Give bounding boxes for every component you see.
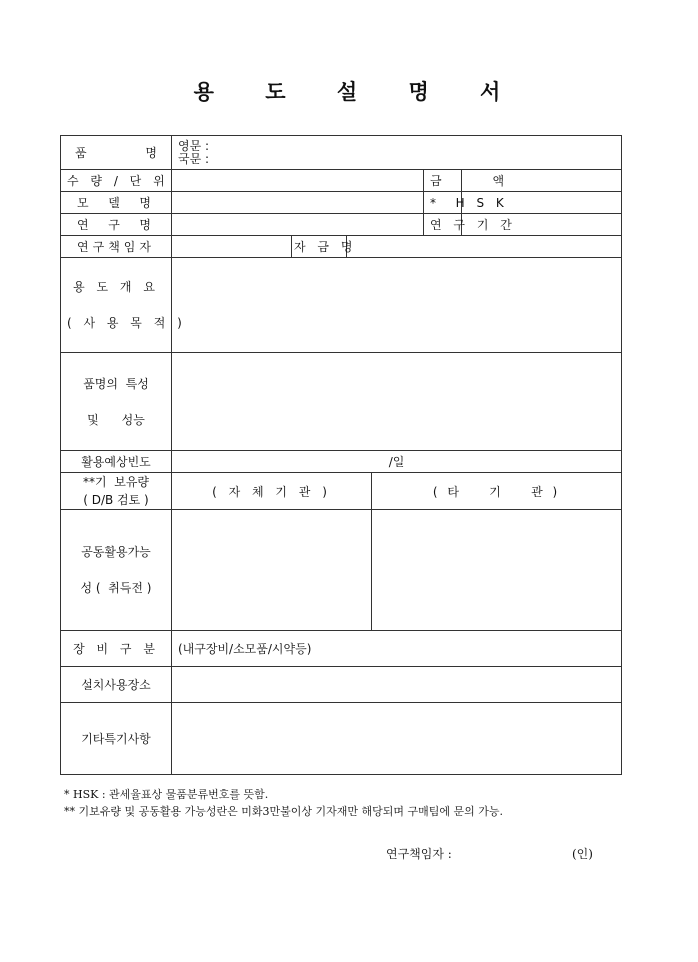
item-name-label: 품 명 <box>61 136 172 170</box>
holdings-label: **기 보유량 ( D/B 검토 ) <box>61 473 172 510</box>
signature-seal[interactable]: (인) <box>572 847 593 861</box>
equip-class-label: 장 비 구 분 <box>61 631 172 667</box>
research-name-label: 연 구 명 <box>61 214 172 236</box>
fund-label: 자 금 명 <box>292 236 347 258</box>
row-install-location <box>61 667 622 703</box>
document-title: 용 도 설 명 서 <box>193 79 523 104</box>
qty-unit-label: 수 량 / 단 위 <box>61 170 172 192</box>
row-frequency <box>61 451 622 473</box>
row-purpose <box>61 258 622 353</box>
fund-field[interactable] <box>347 236 622 258</box>
footnote-hsk: * HSK : 관세율표상 물품분류번호를 뜻함. <box>64 788 269 801</box>
item-name-kr: 국문 : <box>178 151 210 166</box>
footnotes <box>64 786 503 820</box>
row-remarks <box>61 703 622 775</box>
amount-label: 금 액 <box>424 170 462 192</box>
model-label: 모 델 명 <box>61 192 172 214</box>
pi-field[interactable] <box>172 236 292 258</box>
purpose-label: 용 도 개 요 ( 사 용 목 적 ) <box>61 258 172 353</box>
remarks-field[interactable] <box>172 703 622 775</box>
item-name-field[interactable] <box>172 136 622 170</box>
features-field[interactable] <box>172 353 622 451</box>
shared-use-label: 공동활용가능 성 ( 취득전 ) <box>61 510 172 631</box>
row-item-name <box>61 136 622 170</box>
row-equipment-class <box>61 631 622 667</box>
row-holdings <box>61 473 622 510</box>
pi-label: 연구책임자 <box>61 236 172 258</box>
row-quantity <box>61 170 622 192</box>
row-research <box>61 214 622 236</box>
purpose-field[interactable] <box>172 258 622 353</box>
other-org-field[interactable] <box>372 510 622 631</box>
own-org-header: ( 자 체 기 관 ) <box>172 473 372 510</box>
row-features <box>61 353 622 451</box>
row-pi <box>61 236 622 258</box>
signature-label: 연구책임자 : <box>386 847 452 861</box>
footnote-holdings: ** 기보유량 및 공동활용 가능성란은 미화3만불이상 기자재만 해당되며 구매팀에 문의 가능. <box>64 805 503 818</box>
equip-class-field[interactable]: (내구장비/소모품/시약등) <box>172 631 622 667</box>
install-field[interactable] <box>172 667 622 703</box>
research-name-field[interactable] <box>172 214 424 236</box>
other-org-header: ( 타 기 관 ) <box>372 473 622 510</box>
usage-description-form <box>60 135 622 775</box>
remarks-label: 기타특기사항 <box>61 703 172 775</box>
model-field[interactable] <box>172 192 424 214</box>
qty-unit-field[interactable] <box>172 170 424 192</box>
item-name-en: 영문 : <box>178 138 210 153</box>
features-label: 품명의 특성 및 성능 <box>61 353 172 451</box>
hsk-label: * H S K <box>424 192 462 214</box>
frequency-field[interactable]: /일 <box>172 451 622 473</box>
research-period-label: 연 구 기 간 <box>424 214 462 236</box>
install-label: 설치사용장소 <box>61 667 172 703</box>
own-org-field[interactable] <box>172 510 372 631</box>
row-model <box>61 192 622 214</box>
row-shared-use <box>61 510 622 631</box>
frequency-label: 활용예상빈도 <box>61 451 172 473</box>
